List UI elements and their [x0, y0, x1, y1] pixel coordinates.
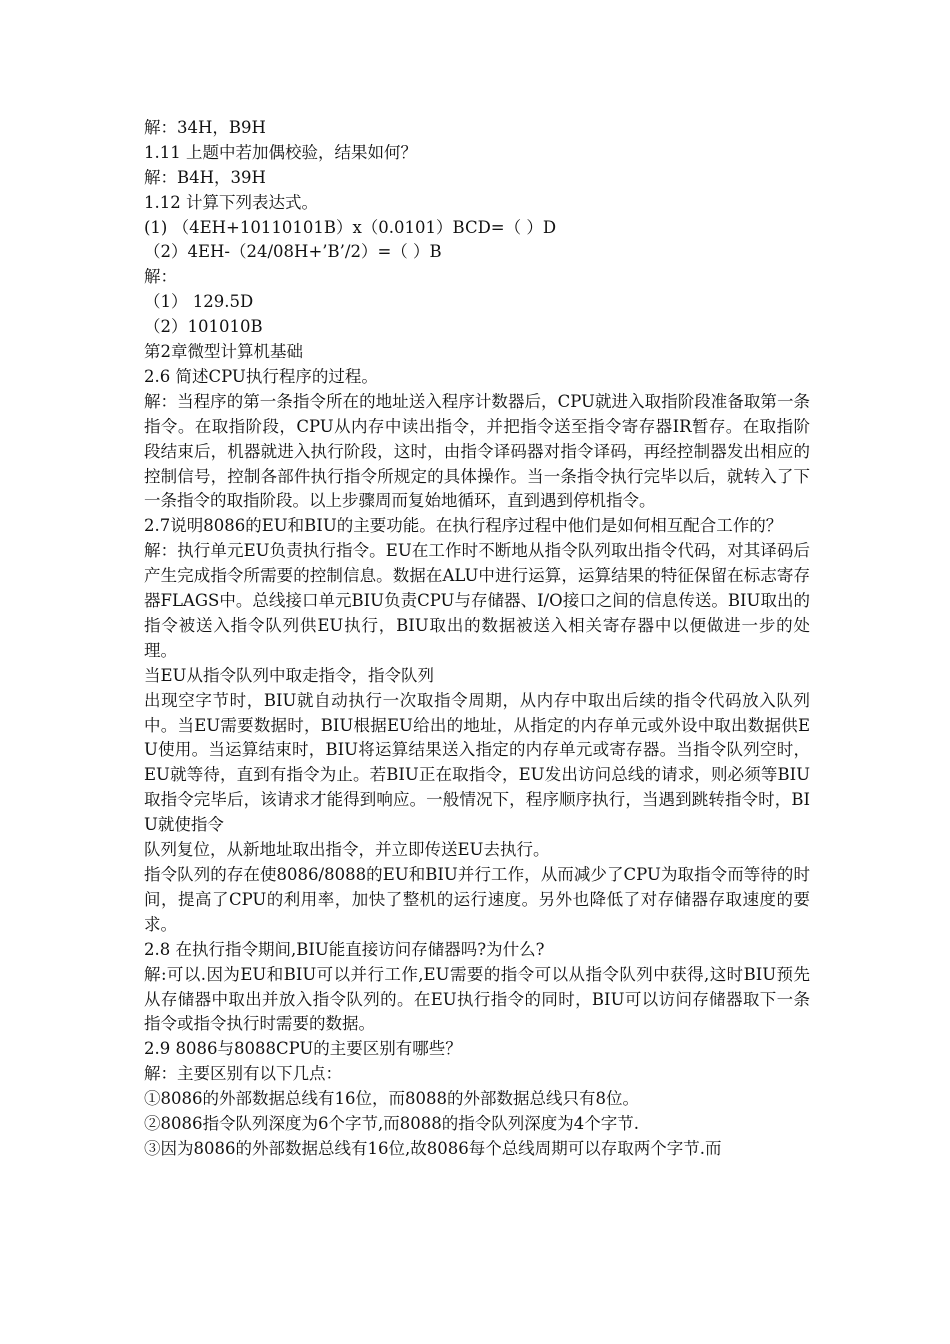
- question-1-12: 1.12 计算下列表达式。: [144, 192, 318, 212]
- answer-1-11: 解：B4H，39H: [144, 167, 266, 187]
- answer-2-9-intro: 解：主要区别有以下几点：: [144, 1064, 342, 1084]
- answer-2-7-part5: 指令队列的存在使8086/8088的EU和BIU并行工作，从而减少了CPU为取指令而等待的时间，提高了CPU的利用率，加快了整机的运行速度。另外也降低了对存储器存取速度的要求。: [144, 864, 810, 934]
- question-2-6: 2.6 简述CPU执行程序的过程。: [144, 366, 378, 386]
- answer-1-12-label: 解：: [144, 267, 177, 287]
- question-1-12-part2: （2）4EH-（24/08H+’B’/2）=（ ）B: [144, 242, 442, 262]
- answer-2-9-item2: ②8086指令队列深度为6个字节,而8088的指令队列深度为4个字节.: [144, 1113, 639, 1133]
- answer-2-9-item1: ①8086的外部数据总线有16位，而8088的外部数据总线只有8位。: [144, 1089, 639, 1109]
- question-2-8: 2.8 在执行指令期间,BIU能直接访问存储器吗?为什么?: [144, 939, 545, 959]
- answer-2-7-part3: 出现空字节时，BIU就自动执行一次取指令周期，从内存中取出后续的指令代码放入队列中。当EU需要数据时，BIU根据EU给出的地址，从指定的内存单元或外设中取出数据供EU使用。当运算结束时，BIU将运算结果送入指定的内存单元或寄存器。当指令队列空时，EU就等待，直到有指令为止。若BIU正在取指令，EU发出访问总线的请求，则必须等BIU取指令完毕后，该请求才能得到响应。一般情况下，程序顺序执行，当遇到跳转指令时，BIU就使指令: [144, 690, 810, 835]
- document-page: [144, 116, 810, 1162]
- answer-2-7-part1: 解：执行单元EU负责执行指令。EU在工作时不断地从指令队列取出指令代码，对其译码后产生完成指令所需要的控制信息。数据在ALU中进行运算，运算结果的特征保留在标志寄存器FLAGS中。总线接口单元BIU负责CPU与存储器、I/O接口之间的信息传送。BIU取出的指令被送入指令队列供EU执行，BIU取出的数据被送入相关寄存器中以便做进一步的处理。: [144, 541, 810, 660]
- answer-1-10: 解：34H，B9H: [144, 118, 266, 137]
- question-2-9: 2.9 8086与8088CPU的主要区别有哪些？: [144, 1039, 462, 1059]
- question-1-11: 1.11 上题中若加偶校验，结果如何？: [144, 142, 417, 162]
- answer-2-8: 解:可以.因为EU和BIU可以并行工作,EU需要的指令可以从指令队列中获得,这时BIU预先从存储器中取出并放入指令队列的。在EU执行指令的同时，BIU可以访问存储器取下一条指令或指令执行时需要的数据。: [144, 964, 810, 1034]
- question-2-7: 2.7说明8086的EU和BIU的主要功能。在执行程序过程中他们是如何相互配合工作的？: [144, 516, 783, 536]
- answer-1-12-part1: （1） 129.5D: [144, 292, 254, 312]
- answer-2-9-item3: ③因为8086的外部数据总线有16位,故8086每个总线周期可以存取两个字节.而: [144, 1138, 722, 1158]
- answer-2-7-part4: 队列复位，从新地址取出指令，并立即传送EU去执行。: [144, 840, 550, 860]
- question-1-12-part1: (1) （4EH+10110101B）x（0.0101）BCD=（ ）D: [144, 217, 557, 237]
- chapter-2-heading: 第2章微型计算机基础: [144, 342, 303, 362]
- answer-2-6: 解：当程序的第一条指令所在的地址送入程序计数器后，CPU就进入取指阶段准备取第一条指令。在取指阶段，CPU从内存中读出指令，并把指令送至指令寄存器IR暂存。在取指阶段结束后，机器就进入执行阶段，这时，由指令译码器对指令译码，再经控制器发出相应的控制信号，控制各部件执行指令所规定的具体操作。当一条指令执行完毕以后，就转入了下一条指令的取指阶段。以上步骤周而复始地循环，直到遇到停机指令。: [144, 391, 810, 511]
- answer-1-12-part2: （2）101010B: [144, 317, 263, 337]
- answer-2-7-part2: 当EU从指令队列中取走指令，指令队列: [144, 665, 434, 685]
